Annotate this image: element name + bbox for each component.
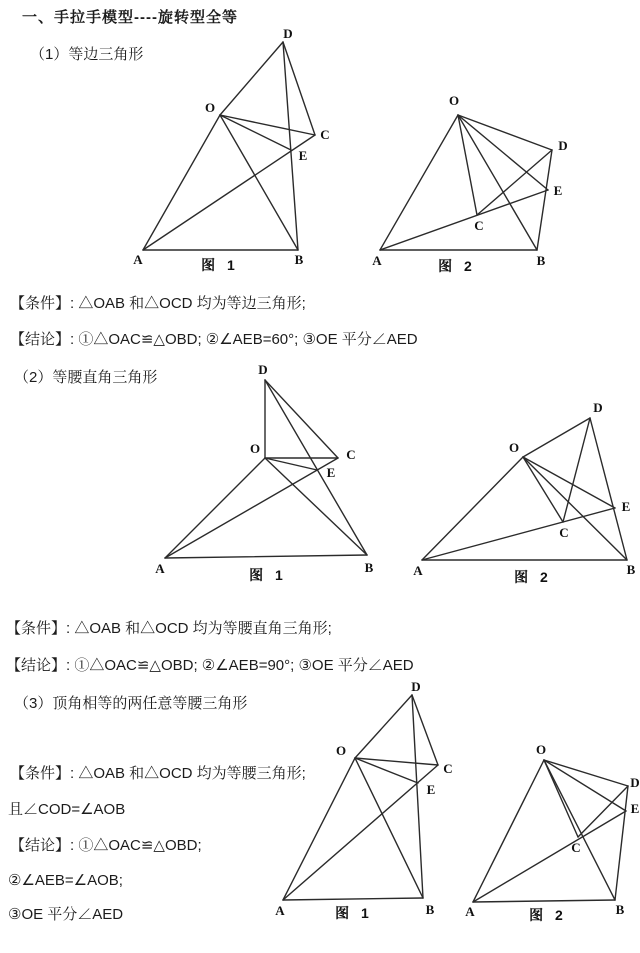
- section-3-condition: 【条件】: △OAB 和△OCD 均为等腰三角形;: [10, 765, 306, 782]
- fig-3-1-edge-OE: [355, 758, 418, 783]
- fig-3-2-vertex-label-A: A: [465, 904, 475, 919]
- fig-3-1-edge-AB: [283, 898, 423, 900]
- fig-3-1-vertex-label-B: B: [425, 902, 435, 917]
- section-3-conclusion: 【结论】: ①△OAC≌△OBD;: [10, 837, 202, 854]
- fig-2-1-edge-CD: [265, 380, 338, 458]
- fig-3-2-vertex-label-D: D: [630, 775, 640, 790]
- fig-2-1-vertex-label-B: B: [364, 560, 374, 575]
- figure-1-1-equilateral-diagram: [100, 28, 360, 278]
- fig-1-1-edge-BD: [283, 42, 298, 250]
- fig-2-1-vertex-label-E: E: [326, 465, 336, 480]
- fig-1-1-edge-AC: [143, 135, 315, 250]
- fig-3-1-svg: [270, 675, 470, 925]
- fig-2-2-vertex-label-E: E: [621, 499, 631, 514]
- fig-1-1-vertex-label-O: O: [204, 100, 216, 115]
- fig-2-2-svg: [400, 390, 640, 588]
- fig-1-2-svg: [360, 85, 605, 285]
- fig-1-2-vertex-label-D: D: [558, 138, 568, 153]
- fig-3-1-caption: 图 1: [335, 905, 373, 921]
- fig-3-2-edge-OB: [544, 760, 615, 900]
- fig-2-1-edge-AC: [165, 458, 338, 558]
- fig-1-1-caption: 图 1: [201, 257, 239, 273]
- fig-2-1-edge-OA: [165, 458, 265, 558]
- fig-1-2-caption: 图 2: [438, 258, 476, 274]
- fig-2-2-edge-AE: [422, 508, 615, 560]
- fig-3-2-edge-BD: [615, 786, 628, 900]
- fig-2-2-edge-OC: [523, 457, 563, 522]
- section-2-conclusion: 【结论】: ①△OAC≌△OBD; ②∠AEB=90°; ③OE 平分∠AED: [6, 657, 414, 674]
- fig-2-2-edge-OD: [523, 418, 590, 457]
- fig-2-2-vertex-label-O: O: [508, 440, 520, 455]
- fig-3-1-edge-OD: [355, 695, 412, 758]
- fig-1-1-edge-OD: [220, 42, 283, 115]
- page-title: 一、手拉手模型----旋转型全等: [22, 9, 238, 26]
- fig-1-1-edge-CD: [283, 42, 315, 135]
- fig-2-2-edge-OA: [422, 457, 523, 560]
- fig-1-2-edge-OD: [458, 115, 552, 150]
- section-3-conclusion-line2: ②∠AEB=∠AOB;: [8, 872, 123, 889]
- figure-3-1-isosceles-diagram: [270, 675, 470, 925]
- fig-1-2-vertex-label-C: C: [474, 218, 484, 233]
- fig-2-2-vertex-label-A: A: [413, 563, 423, 578]
- fig-1-1-vertex-label-E: E: [298, 148, 308, 163]
- section-2-heading: （2）等腰直角三角形: [14, 369, 158, 386]
- fig-3-2-edge-OC: [544, 760, 578, 837]
- figure-2-1-isosceles-right-diagram: [140, 360, 390, 588]
- fig-2-2-vertex-label-B: B: [626, 562, 636, 577]
- fig-2-1-vertex-label-A: A: [155, 561, 165, 576]
- fig-3-2-vertex-label-O: O: [535, 742, 547, 757]
- fig-3-2-vertex-label-B: B: [615, 902, 625, 917]
- fig-1-2-edge-AE: [380, 190, 548, 250]
- section-1-conclusion: 【结论】: ①△OAC≌△OBD; ②∠AEB=60°; ③OE 平分∠AED: [10, 331, 418, 348]
- fig-1-1-edge-OC: [220, 115, 315, 135]
- fig-1-2-edge-OE: [458, 115, 548, 190]
- fig-1-1-edge-OA: [143, 115, 220, 250]
- fig-2-2-vertex-label-C: C: [559, 525, 569, 540]
- fig-1-2-edge-OA: [380, 115, 458, 250]
- figure-1-2-equilateral-diagram: [360, 85, 605, 285]
- section-3-heading: （3）顶角相等的两任意等腰三角形: [14, 695, 248, 712]
- fig-3-2-edge-OD: [544, 760, 628, 786]
- section-3-condition-line2: 且∠COD=∠AOB: [8, 801, 126, 818]
- fig-3-2-vertex-label-E: E: [630, 801, 640, 816]
- fig-1-1-vertex-label-C: C: [320, 127, 330, 142]
- fig-1-2-vertex-label-E: E: [553, 183, 563, 198]
- fig-2-2-edge-CD: [563, 418, 590, 522]
- fig-1-1-edge-OB: [220, 115, 298, 250]
- fig-3-2-vertex-label-C: C: [571, 840, 581, 855]
- fig-3-1-vertex-label-C: C: [443, 761, 453, 776]
- fig-1-1-vertex-label-B: B: [294, 252, 304, 267]
- figure-2-2-isosceles-right-diagram: [400, 390, 640, 588]
- fig-3-1-edge-BD: [412, 695, 423, 898]
- fig-3-2-edge-CD: [578, 786, 628, 837]
- figure-3-2-isosceles-diagram: [460, 730, 640, 930]
- fig-3-2-edge-AB: [473, 900, 615, 902]
- fig-3-1-edge-OC: [355, 758, 438, 765]
- fig-1-2-edge-OB: [458, 115, 537, 250]
- fig-2-1-edge-OB: [265, 458, 367, 555]
- fig-2-1-edge-OE: [265, 458, 317, 470]
- fig-2-2-edge-BD: [590, 418, 627, 560]
- fig-2-1-edge-BD: [265, 380, 367, 555]
- fig-2-1-vertex-label-O: O: [249, 441, 261, 456]
- fig-2-2-vertex-label-D: D: [593, 400, 603, 415]
- fig-1-2-vertex-label-O: O: [448, 93, 460, 108]
- fig-3-1-vertex-label-A: A: [275, 903, 285, 918]
- fig-3-1-vertex-label-D: D: [411, 679, 421, 694]
- fig-1-1-svg: [100, 28, 360, 278]
- section-2-condition: 【条件】: △OAB 和△OCD 均为等腰直角三角形;: [6, 620, 332, 637]
- fig-2-1-edge-AB: [165, 555, 367, 558]
- fig-1-2-vertex-label-A: A: [372, 253, 382, 268]
- fig-3-2-caption: 图 2: [529, 907, 567, 923]
- section-1-condition: 【条件】: △OAB 和△OCD 均为等边三角形;: [10, 295, 306, 312]
- fig-2-1-vertex-label-C: C: [346, 447, 356, 462]
- fig-1-2-vertex-label-B: B: [536, 253, 546, 268]
- fig-2-1-vertex-label-D: D: [258, 362, 268, 377]
- section-1-heading: （1）等边三角形: [30, 46, 144, 63]
- fig-3-1-edge-OA: [283, 758, 355, 900]
- fig-2-1-svg: [140, 360, 390, 588]
- section-3-conclusion-line3: ③OE 平分∠AED: [8, 906, 124, 923]
- fig-2-2-caption: 图 2: [514, 569, 552, 585]
- fig-1-1-vertex-label-D: D: [283, 26, 293, 41]
- fig-3-1-vertex-label-E: E: [426, 782, 436, 797]
- fig-1-2-edge-BD: [537, 150, 552, 250]
- fig-1-1-vertex-label-A: A: [133, 252, 143, 267]
- fig-3-1-vertex-label-O: O: [335, 743, 347, 758]
- fig-2-1-caption: 图 1: [249, 567, 287, 583]
- fig-3-2-svg: [460, 730, 640, 930]
- fig-1-2-edge-CD: [477, 150, 552, 215]
